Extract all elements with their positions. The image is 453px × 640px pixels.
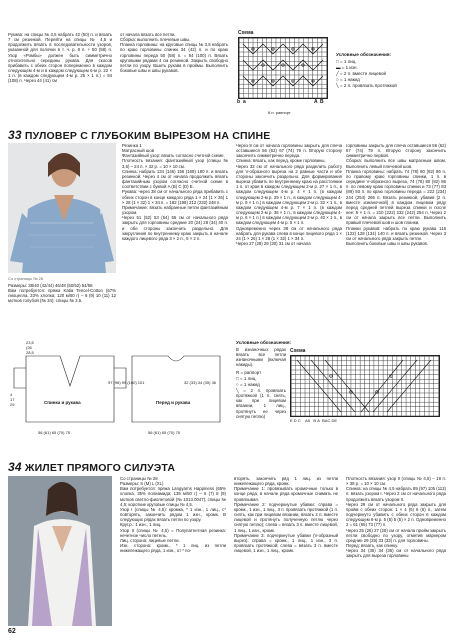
sec33-dims-left-side: 4 17 29	[10, 392, 15, 407]
sec33-photo-figure	[8, 143, 116, 273]
sec33-scheme-pattern	[291, 356, 439, 416]
top-scheme-pattern	[239, 38, 327, 98]
sec33-dims-left-top: 23,5 (26 28,5	[26, 340, 34, 355]
sec33-dims-bottom-right: 56 (61) 65 (70) 75	[148, 430, 181, 435]
sec34-header	[8, 460, 175, 474]
sec33-col4-text: горловины закрыть для плеча оставшиеся 56 (62) 67 (74) 79 п. Вторую сторону закончить симметрично первой. Сборка: выполнить все швы матрасным швом. Выполнить левый плечевой шов. Планка горловины: набрать 74 (78) 80 (82) 86 п. по правому краю горловины спинки, 1 п. в середине V-образного выреза, 74 (78) 80 (82) 86 п. по левому краю горловины спинки и 73 (77) 83 (89) 93 п. по краю горловины переда = 222 (234) 244 (254) 266 п. Вязать резинкой, убавив [2 п. вместе изнаночной] в каждом лицевом ряду перед средней петлей выреза спинки и после нее: 6 × 1 п. = 210 (222) 232 (242) 254 п. Через 2 см от начала закрыть все петли. Выполнить правый плечевой шов и шов планки. Планки рукавов: набрать по краю рукава 116 (122) 128 (134) 140 п. и вязать резинкой. Через 3 см от начального ряда закрыть петли. Выполнить боковые швы и швы рукавов.	[346, 143, 446, 246]
sec33-number: 33	[8, 128, 22, 142]
top-scheme-mark-B: B	[320, 99, 324, 105]
sec33-dims-bottom-left: 56 (61) 65 (70) 75	[38, 430, 71, 435]
sec33-scheme-grid	[290, 355, 440, 417]
sec33-schematics	[8, 340, 228, 450]
sec34-number: 34	[8, 460, 22, 474]
sec33-schema-right-label: Перед и рукава	[156, 400, 191, 405]
top-legend-item: □ = 1 лиц.	[336, 59, 357, 64]
top-legend	[336, 59, 448, 89]
top-col1-text: Рукава: на спицы № 3,5 набрать 42 (50) п. и вязать 7 см резинкой. Перейти на спицы № 4,5 и продолжить вязать в последовательности узоров, указанной для полочки в т. ч. р. 8 п. + 50 (58) п. Узор «Ромбы» должен быть симметрично относительно середины рукава. Для скосов прибавить с обеих сторон попеременно в каждом следующем 4-м и в каждом следующем 6-м р. 22 × 1 п. (в каждом следующем 4-м р. 25 × 1 п.) = 94 (108) п. Через 44 (41) см	[8, 32, 112, 84]
sec33-col1-text: Размеры: 38/40 (42/44) 46/48 (50/52) 54/56 Вам потребуется: пряжа Katia Tencel-Cotton (67% лиоцелла, 33% хлопка; 120 м/50 г) – 8 (9) 10 (11) 12 мотков голубой (№ 34); спицы № 3,5.	[8, 283, 116, 304]
sec33-scheme-label: Схема	[290, 348, 306, 354]
sec33-photo	[8, 143, 116, 273]
top-scheme-grid	[238, 37, 328, 99]
sec33-schema-left-label: Спинка и рукава	[44, 400, 81, 405]
top-scheme-label: Схема	[238, 30, 254, 36]
top-legend-title: Условные обозначения:	[336, 52, 392, 57]
sec33-legend-intro: В изнаночных рядах вязать все петли изнаночными (включая накиды).	[236, 347, 286, 368]
sec34-col2-text: вторять, закончить ряд 1 лиц. из петли нижележащего ряда, кромк. Примечание 1: провязывать кромочные только в конце ряда, в начале ряда кромочные снимать не провязывая. Примечание 2: подчеркнутые убавки: справа = кромк., 1 изн., 1 лиц., 3 п. провязать протяжкой (1 п. снять, как при лицевом вязании, вязать 2 п. вместе лицевой и протянуть полученную петлю через снятую петлю); слева = вязать 3 п. вместе лицевой, 1 лиц., 1 изн., кромк. Примечание 3: подчеркнутые убавки (V-образный вырез): справа = кромк., 1 лиц., 1 изн., 3 п. провязать протяжкой; слева = вязать 3 п. вместе лицевой, 1 изн., 1 лиц., кромк.	[234, 476, 338, 554]
top-legend-item: ╲ = 2 п. провязать протяжкой	[336, 83, 397, 88]
sec33-legend-item: R = раппорт	[236, 370, 262, 375]
sec34-photo-figure	[8, 476, 112, 626]
sec33-legend-item: □ = 1 лиц.	[236, 376, 257, 381]
top-legend-item: ▬ = 1 изн.	[336, 65, 358, 70]
sec33-header	[8, 128, 271, 142]
top-scheme-mark-A: A	[314, 99, 318, 105]
sec33-col2-text: Резинка 1 Матрасный шов Фантазийный узор: вязать согласно счетной схеме. Плотность вязания: фантазийный узор (спицы № 3,5) – 24 п. × 32 р. = 10 × 10 см. Спинка: набрать 134 (146) 156 (168) 180 п. и вязать резинкой. Через 4 см от начала продолжить вязать фантазийным узором согласно счетной схеме в соответствии с буквой A (B) C (D) E. Рукава: через 38 см от начального ряда прибавить с обеих сторон в конце каждого ряда 1 × 24 (1 × 26) 1 × 28 (1 × 32) 1 × 34 п. = 182 (198) 212 (232) 248 п. Примечание: вязать набранные петли фантазийным узором. Через 51 (52) 53 (54) 55 см от начального ряда закрыть для горловины средние 20 (24) 28 (34) 40 п. и обе стороны закончить раздельно. Для закругления по внутреннему краю закрыть в начале каждого лицевого ряда 3 × 2 п., 8 × 2 п.	[122, 143, 228, 241]
sec33-legend-item: ╲ = 2 п. провязать протяжкой (1 п. снять, как при лицевом вязании, 1 лиц., протянуть ее через снятую петлю)	[236, 388, 287, 419]
sec34-photo	[8, 476, 112, 626]
sec33-legend-item: ○ = 1 накид	[236, 382, 260, 387]
top-scheme-mark-b: b	[237, 99, 241, 105]
sec34-title: ЖИЛЕТ ПРЯМОГО СИЛУЭТА	[24, 462, 176, 474]
page-number: 62	[8, 628, 16, 635]
sec34-col3-text: Плотность вязания: узор II (спицы № 4,5) – 18 п. × 38 р. = 10 × 10 см. Спинка: на спицы № 4,5 набрать 89 (97) 105 (113) п. вязать узором I. Через 2 см от начального ряда продолжить вязать узором II. Через 29 см от начального ряда закрыть для пройм с обеих сторон: 1 × 4 (5) 6 (6) п., затем подчеркнуто убавить с обеих сторон в каждом следующем 6-м р. 5 (5) 5 (5) × 2 п. Одновременно 2 = 61 (65) 73 (77) п. Через 25 (26) 27 (28) см от начала пройм закрыть петли свободно по узору, отметив маркером средние 29 (29) 33 (33) п. для горловины. Перед: вязать, как спинку. Через 34 (35) 34 (35) см от начального ряда закрыть для выреза горловины	[346, 476, 446, 559]
sec33-col3-text: Через 8 см от начала горловины закрыть для плеча оставшиеся 56 (62) 67 (74) 79 п. Вторую сторону закончить симметрично переда. Спинка: вязать, как перед, кроме горловины. Через 32 см от начального ряда разделить работу для V-образного выреза на 2 равные части и обе стороны закончить раздельно. Для формирования выреза убавить по внутреннему краю на расстоянии 1 п. от края в каждом следующем 2-м р. 27 × 1 п., в каждом следующем 4-м р. 4 × 1 п. (в каждом следующем 2-м р. 29 × 1 п., в каждом следующем 4-м р. 8 × 1 п.) в каждом следующем 2-м р. 32 × 1 п., в каждом следующем 4-м р. 7 × 1 п. (в каждом следующем 2-м р. 36 × 1 п., в каждом следующем 4-м р. 6 × 1 п.) в каждом следующем 2-м р. 40 × 1 п., в каждом следующем 4-м р. 5 × 1 п. Одновременно через 38 см от начального ряда набрать для рукава слева в конце лицевого ряда 1 × 24 (1 × 26) 1 × 28 (1 × 32) 1 × 34 п. Через 27 (28) 29 (30) 31 см от начала	[236, 143, 342, 246]
sec33-legend-title: Условные обозначения:	[236, 340, 292, 345]
sec33-source: Со страницы № 26	[8, 276, 44, 281]
sec33-dims-sleeve: 32 (33) 34 (35) 36	[184, 380, 217, 385]
sec33-legend	[236, 370, 286, 419]
top-scheme-note: 8 п. раппорт	[268, 110, 291, 115]
top-scheme-mark-a: a	[243, 99, 246, 105]
top-legend-item: ╱ = 2 п. вместе лицевой	[336, 71, 387, 76]
sec33-scheme-bottom: E D C A5 B A BAC DE	[290, 418, 338, 423]
sec33-dims-mid: 97 (98) 99 (100) 101	[108, 380, 145, 385]
top-col2-text: от начала вязать все петли. Сборка: выполнить плечевые швы. Планка горловины: на круговые спицы № 3,5 набрать по краю горловины спинки 34 (42) п. и по краю горловины переда 50 (58) п. = 84 (100) п. Вязать круговыми рядами 4 см резинкой. Закрыть свободно петли по узору. Вшить рукава в проймы. Выполнить боковые швы и швы рукавов.	[120, 32, 228, 74]
top-legend-item: ○ = 1 накид	[336, 77, 360, 82]
sec33-title: ПУЛОВЕР С ГЛУБОКИМ ВЫРЕЗОМ НА СПИНЕ	[24, 130, 271, 142]
sec34-col1-text: Со страницы № 28 Размеры: S (M) L (XL) Вам потребуется: пряжа Langyarns Happiness (65% хлопка, 35% полиамида; 135 м/50 г) – 6 (7) 8 (9) мотков светло-фиолетовой (№ 1013.0047); спицы № 4,5; короткие круговые спицы № 4,5. Узор I (спицы № 4,5): кромка, * 1 изн., 1 лиц., с* повторять, закончить рядом 1 изн., кромк. В следующих рядах вязать петли по узору. Круг.р.: 1 изн., 1 лиц. Узор II (спицы № 4,5) = Полупатентная резинка: нечетное число петель. Лиц. сторона: лицевые петли. Изн. сторона: кромк., * 1 лиц. из петли нижележащего ряда, 1 изн., от * по-	[120, 476, 226, 554]
